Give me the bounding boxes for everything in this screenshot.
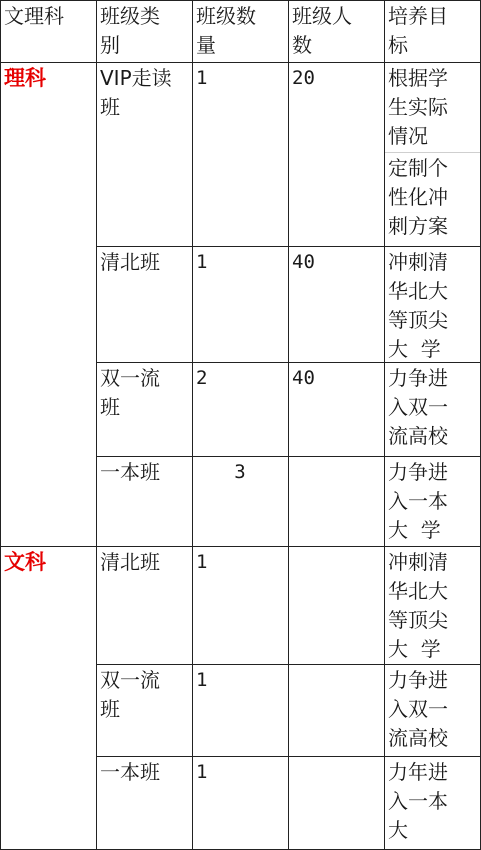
student-count-cell: 40 [292,367,315,389]
row-line [0,546,481,547]
row-line [96,456,481,457]
class-count-cell: 1 [196,67,208,89]
goal-cell: 力争进 入一本 大 学 [388,460,448,542]
class-count-cell: 1 [196,551,208,573]
column-line [192,0,193,850]
student-count-cell [288,664,384,756]
goal-cell: 冲刺清 华北大 等顶尖 大 学 [388,550,448,661]
header-cell: 培养目 标 [388,4,448,57]
class-type-cell: 双一流 班 [100,366,160,419]
row-line [0,0,481,1]
class-type-cell: 双一流 班 [100,668,160,721]
row-line [96,362,481,363]
category-cell: 文科 [4,550,46,574]
class-type-cell: 清北班 [100,550,160,574]
row-line [0,62,481,63]
student-count-cell [288,456,384,546]
class-type-cell: 一本班 [100,760,160,784]
goal-cell: 冲刺清 华北大 等顶尖 大 学 [388,250,448,361]
class-count-cell: 1 [196,761,208,783]
goal-cell: 力年进 入一本 大 [388,760,448,842]
class-count-cell: 1 [196,251,208,273]
class-count-cell: 2 [196,367,208,389]
goal-cell: 力争进 入双一 流高校 [388,366,448,448]
column-line [384,0,385,850]
header-cell: 班级人 数 [292,4,352,57]
class-type-cell: 一本班 [100,460,160,484]
student-count-cell: 20 [292,67,315,89]
category-cell: 理科 [4,66,46,90]
column-line [288,0,289,850]
goal-divider [384,152,480,153]
header-cell: 班级类 别 [100,4,160,57]
column-line [0,0,1,850]
student-count-cell [288,756,384,850]
row-line [96,756,481,757]
column-line [96,0,97,850]
class-type-cell: 清北班 [100,250,160,274]
class-count-cell: 3 [234,461,246,483]
student-count-cell [288,546,384,664]
student-count-cell: 40 [292,251,315,273]
class-count-cell: 1 [196,669,208,691]
goal-cell: 力争进 入双一 流高校 [388,668,448,750]
row-line [96,664,481,665]
header-cell: 班级数 量 [196,4,256,57]
row-line [96,246,481,247]
header-cell: 文理科 [4,4,64,28]
goal-cell-extra: 定制个 性化冲 刺方案 [388,156,448,238]
class-type-cell: VIP走读 班 [100,66,172,119]
goal-cell: 根据学 生实际 情况 [388,66,448,148]
